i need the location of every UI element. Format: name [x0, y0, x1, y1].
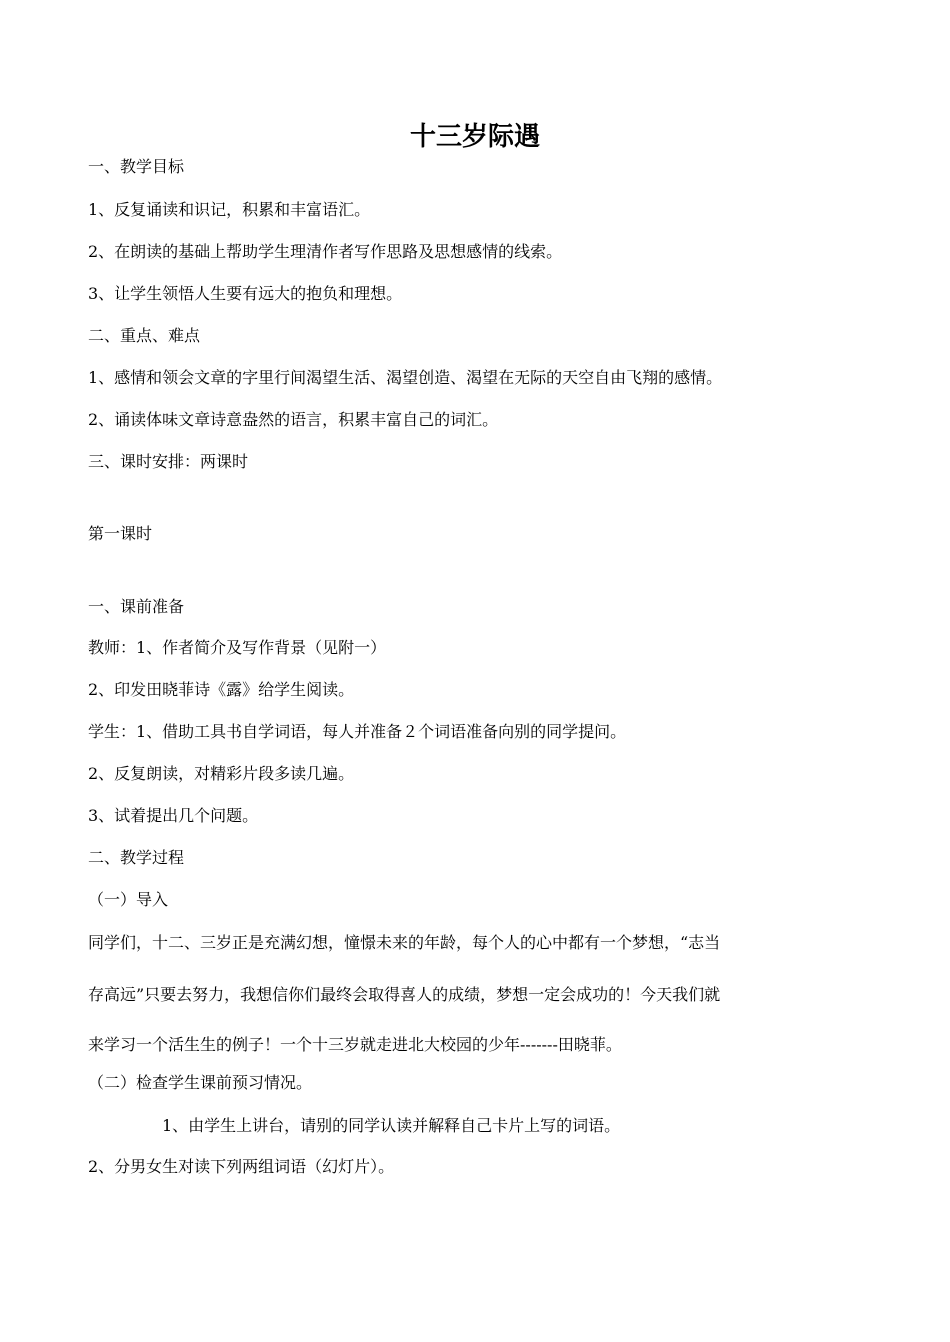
intro-paragraph	[88, 932, 868, 1056]
goals-heading: 一、教学目标	[88, 157, 185, 176]
goal-item-2: 2、在朗读的基础上帮助学生理清作者写作思路及思想感情的线索。	[88, 242, 563, 261]
teacher-prep-2: 2、印发田晓菲诗《露》给学生阅读。	[88, 680, 355, 699]
check-item-2: 2、分男女生对读下列两组词语（幻灯片）。	[88, 1157, 395, 1176]
prep-heading: 一、课前准备	[88, 597, 185, 616]
key-point-1: 1、感情和领会文章的字里行间渴望生活、渴望创造、渴望在无际的天空自由飞翔的感情。	[88, 368, 723, 387]
student-prep-2: 2、反复朗读，对精彩片段多读几遍。	[88, 764, 355, 783]
document-title: 十三岁际遇	[409, 122, 540, 152]
teacher-prep-1: 教师：1、作者简介及写作背景（见附一）	[88, 638, 387, 657]
intro-line: 来学习一个活生生的例子！一个十三岁就走进北大校园的少年-------田晓菲。	[88, 1035, 622, 1054]
key-point-2: 2、诵读体味文章诗意盎然的语言，积累丰富自己的词汇。	[88, 410, 499, 429]
schedule-line: 三、课时安排：两课时	[88, 452, 249, 471]
check-heading: （二）检查学生课前预习情况。	[88, 1073, 313, 1092]
intro-heading: （一）导入	[88, 890, 169, 909]
student-prep-3: 3、试着提出几个问题。	[88, 806, 259, 825]
key-points-heading: 二、重点、难点	[88, 326, 201, 345]
student-prep-1: 学生：1、借助工具书自学词语，每人并准备２个词语准备向别的同学提问。	[88, 722, 627, 741]
intro-line: 同学们，十二、三岁正是充满幻想，憧憬未来的年龄，每个人的心中都有一个梦想，“志当	[88, 933, 721, 952]
process-heading: 二、教学过程	[88, 848, 185, 867]
goal-item-1: 1、反复诵读和识记，积累和丰富语汇。	[88, 200, 371, 219]
intro-line: 存高远”只要去努力，我想信你们最终会取得喜人的成绩，梦想一定会成功的！今天我们就	[88, 985, 721, 1004]
lesson-one-heading: 第一课时	[88, 524, 153, 543]
goal-item-3: 3、让学生领悟人生要有远大的抱负和理想。	[88, 284, 403, 303]
check-item-1: 1、由学生上讲台，请别的同学认读并解释自己卡片上写的词语。	[162, 1116, 621, 1135]
